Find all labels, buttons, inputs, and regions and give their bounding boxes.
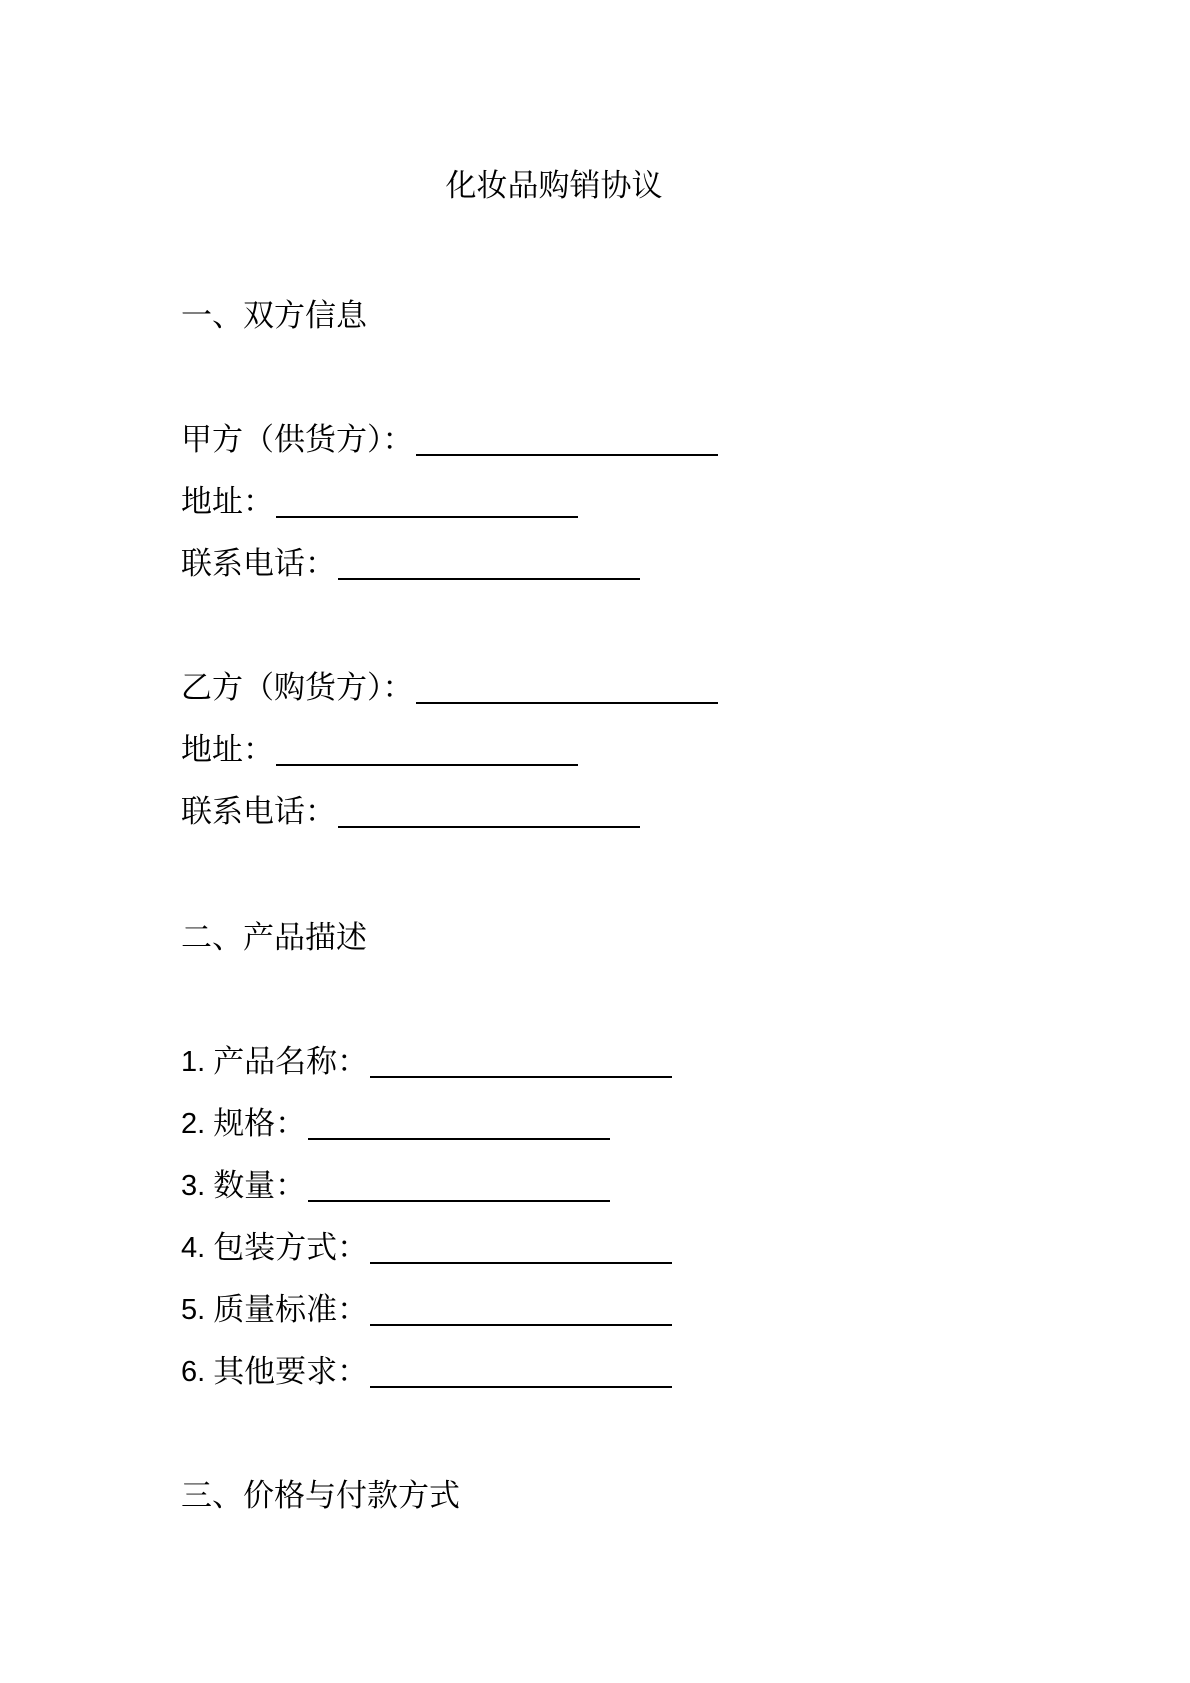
- section-heading-products: [181, 918, 367, 958]
- party-b-name-blank[interactable]: [416, 676, 718, 704]
- product-item-line: [181, 1166, 610, 1206]
- item-number: 5.: [181, 1294, 206, 1326]
- party-b-phone-label: 联系电话：: [181, 794, 336, 830]
- specification-blank[interactable]: [308, 1112, 610, 1140]
- party-a-phone-line: [181, 544, 640, 584]
- quality-standard-blank[interactable]: [370, 1298, 672, 1326]
- document-title: 化妆品购销协议: [445, 168, 663, 204]
- party-b-name-line: [181, 668, 718, 708]
- party-b-phone-blank[interactable]: [338, 800, 640, 828]
- item-number: 3.: [181, 1170, 206, 1202]
- item-label: 质量标准：: [213, 1292, 369, 1328]
- party-a-name-blank[interactable]: [416, 428, 718, 456]
- party-a-phone-blank[interactable]: [338, 552, 640, 580]
- product-item-line: [181, 1104, 610, 1144]
- item-number: 1.: [181, 1046, 206, 1078]
- item-label: 包装方式：: [213, 1230, 369, 1266]
- item-number: 2.: [181, 1108, 206, 1140]
- section-heading-price: [181, 1476, 460, 1516]
- party-a-address-label: 地址：: [181, 484, 274, 520]
- section-heading-text: 一、双方信息: [181, 298, 367, 334]
- party-b-address-label: 地址：: [181, 732, 274, 768]
- product-item-line: [181, 1228, 672, 1268]
- quantity-blank[interactable]: [308, 1174, 610, 1202]
- item-label: 数量：: [213, 1168, 307, 1204]
- item-label: 规格：: [213, 1106, 307, 1142]
- party-a-address-line: [181, 482, 578, 522]
- party-b-phone-line: [181, 792, 640, 832]
- party-b-address-blank[interactable]: [276, 738, 578, 766]
- party-a-name-line: [181, 420, 718, 460]
- packaging-blank[interactable]: [370, 1236, 672, 1264]
- section-heading-text: 二、产品描述: [181, 920, 367, 956]
- party-a-phone-label: 联系电话：: [181, 546, 336, 582]
- party-a-address-blank[interactable]: [276, 490, 578, 518]
- section-heading-parties: [181, 296, 367, 336]
- item-label: 其他要求：: [213, 1354, 369, 1390]
- product-name-blank[interactable]: [370, 1050, 672, 1078]
- product-item-line: [181, 1352, 672, 1392]
- item-number: 6.: [181, 1356, 206, 1388]
- item-number: 4.: [181, 1232, 206, 1264]
- product-item-line: [181, 1290, 672, 1330]
- party-b-address-line: [181, 730, 578, 770]
- product-item-line: [181, 1042, 672, 1082]
- item-label: 产品名称：: [213, 1044, 369, 1080]
- other-requirements-blank[interactable]: [370, 1360, 672, 1388]
- section-heading-text: 三、价格与付款方式: [181, 1478, 460, 1514]
- party-a-name-label: 甲方（供货方）：: [181, 422, 414, 458]
- party-b-name-label: 乙方（购货方）：: [181, 670, 414, 706]
